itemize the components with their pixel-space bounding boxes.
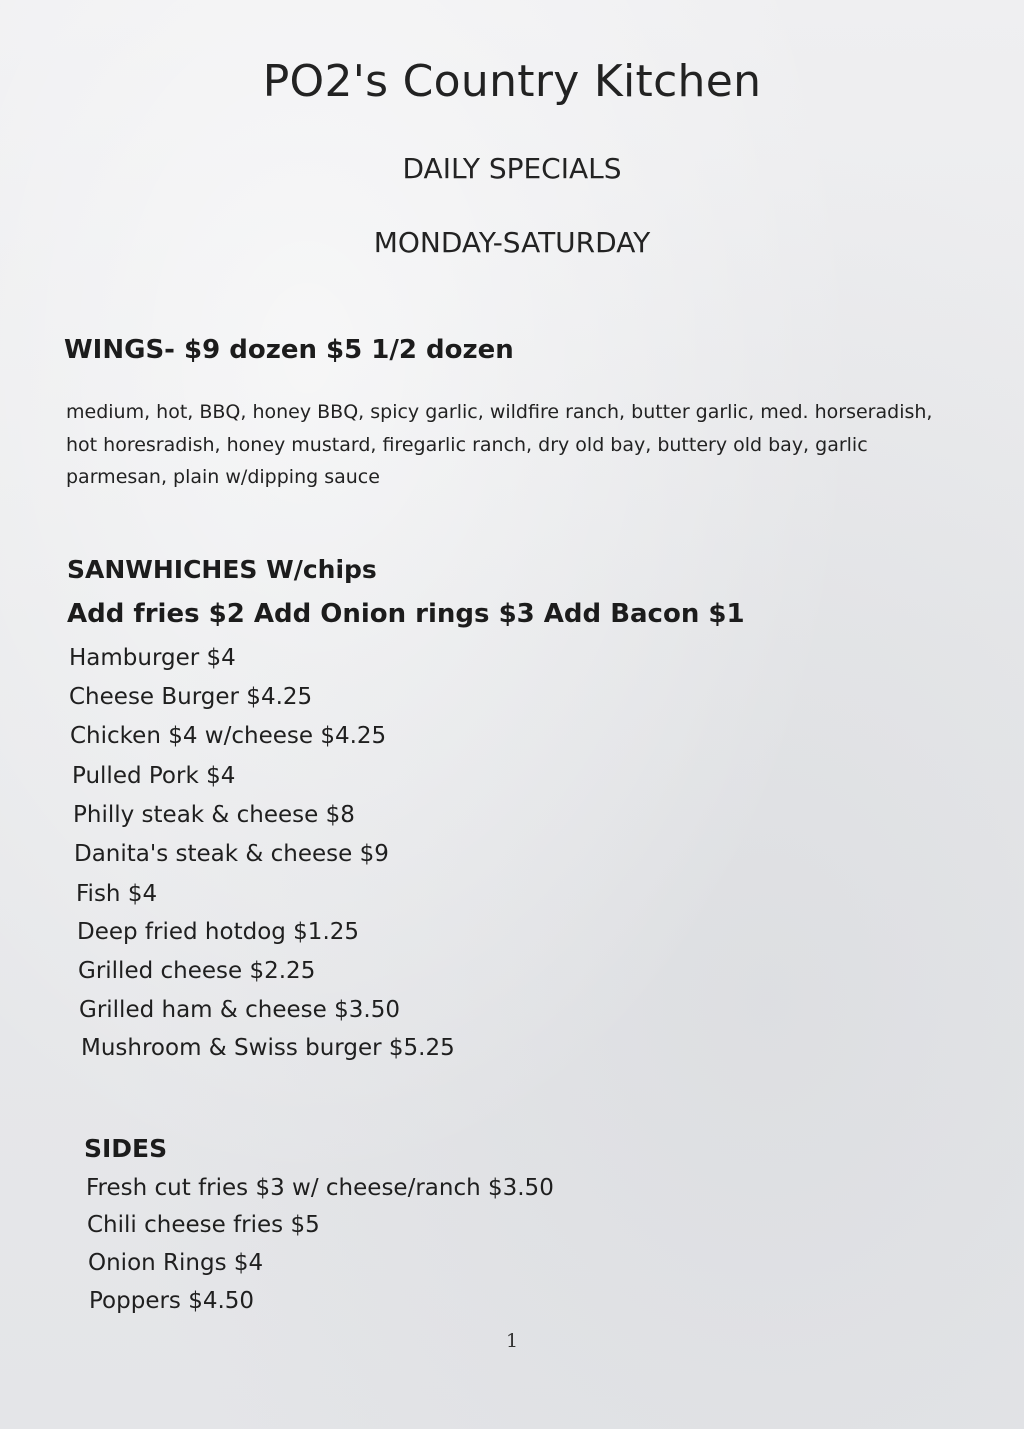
sandwiches-heading: SANWHICHES W/chips [67,555,377,584]
sandwich-item: Chicken $4 w/cheese $4.25 [70,723,387,749]
sandwiches-addons: Add fries $2 Add Onion rings $3 Add Bacon $1 [67,599,745,629]
sandwich-item: Grilled ham & cheese $3.50 [79,997,400,1023]
sandwich-item: Pulled Pork $4 [72,763,236,789]
sandwich-item: Cheese Burger $4.25 [69,684,313,710]
page-number: 1 [505,1330,519,1352]
sandwich-item: Deep fried hotdog $1.25 [77,919,360,945]
side-item: Onion Rings $4 [88,1250,264,1276]
wings-flavors: medium, hot, BBQ, honey BBQ, spicy garlic, wildfire ranch, butter garlic, med. horseradish, hot horesradish, honey mustard, firegarlic ranch, dry old bay, buttery old bay, garlic parmesan, plain w/dipping sauce [66,401,933,488]
side-item: Chili cheese fries $5 [87,1212,320,1238]
sandwich-item: Danita's steak & cheese $9 [74,841,389,867]
daily-specials-heading: DAILY SPECIALS [402,152,622,185]
side-item: Fresh cut fries $3 w/ cheese/ranch $3.50 [86,1175,554,1201]
sandwich-item: Grilled cheese $2.25 [78,958,316,984]
restaurant-title: PO2's Country Kitchen [262,56,762,107]
sandwich-item: Hamburger $4 [69,645,236,671]
sides-heading: SIDES [84,1134,168,1163]
sandwich-item: Fish $4 [76,881,158,907]
sandwich-item: Philly steak & cheese $8 [73,802,355,828]
wings-heading: WINGS- $9 dozen $5 1/2 dozen [64,335,514,365]
days-heading: MONDAY-SATURDAY [373,226,651,259]
side-item: Poppers $4.50 [89,1288,255,1314]
sandwich-item: Mushroom & Swiss burger $5.25 [81,1035,455,1061]
